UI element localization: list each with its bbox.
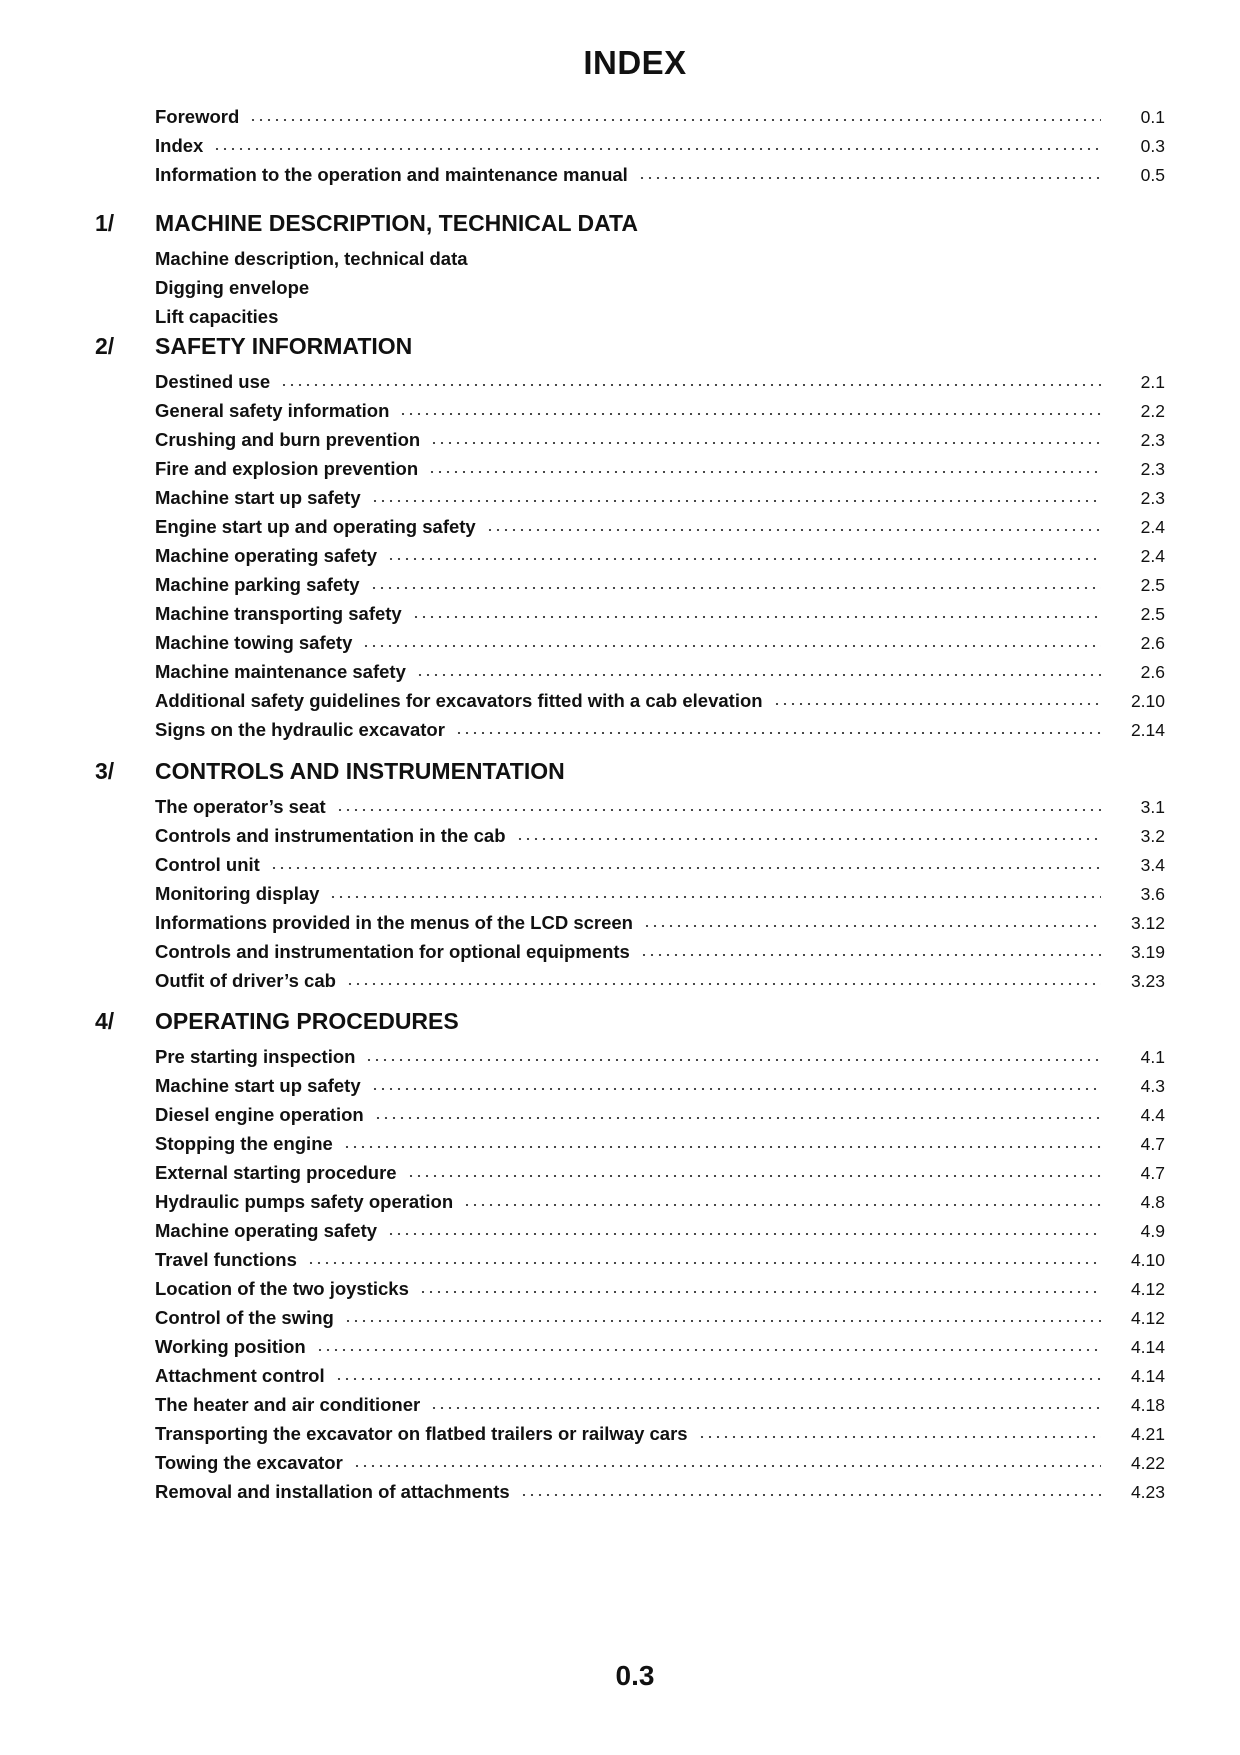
toc-entry-title: Travel functions: [155, 1249, 297, 1270]
toc-entry-title: Machine start up safety: [155, 1075, 361, 1096]
section-heading: [95, 210, 1165, 248]
dot-leader: [335, 1378, 1101, 1380]
toc-entry-page: 4.8: [1140, 1192, 1165, 1212]
toc-entry-title: Signs on the hydraulic excavator: [155, 719, 445, 740]
section-safety-information: [95, 333, 1165, 748]
section-title: MACHINE DESCRIPTION, TECHNICAL DATA: [155, 210, 638, 236]
toc-entry-title: The heater and air conditioner: [155, 1394, 421, 1415]
toc-entry-title: Outfit of driver’s cab: [155, 970, 336, 991]
dot-leader: [329, 896, 1101, 898]
dot-leader: [371, 500, 1101, 502]
toc-entry-page: 2.3: [1140, 488, 1165, 508]
dot-leader: [370, 587, 1101, 589]
toc-entry-title: Machine transporting safety: [155, 603, 402, 624]
section-entries: [95, 1046, 1165, 1510]
section-number: 2/: [95, 333, 115, 359]
toc-entry-page: 3.23: [1130, 971, 1165, 991]
toc-entry: [155, 429, 1165, 458]
toc-entry-page: 4.23: [1130, 1482, 1165, 1502]
section-heading: [95, 1008, 1165, 1046]
dot-leader: [640, 954, 1101, 956]
section-title: OPERATING PROCEDURES: [155, 1008, 459, 1034]
dot-leader: [336, 809, 1101, 811]
toc-entry-page: 0.5: [1140, 165, 1165, 185]
toc-entry: [155, 1394, 1165, 1423]
toc-entry-page: 4.14: [1130, 1337, 1165, 1357]
dot-leader: [307, 1262, 1101, 1264]
toc-entry-page: 3.4: [1140, 855, 1165, 875]
toc-entry-page: 2.1: [1140, 372, 1165, 392]
toc-entry-title: Crushing and burn prevention: [155, 429, 421, 450]
toc-entry-title: Controls and instrumentation for optional equipments: [155, 941, 630, 962]
section-number: 3/: [95, 758, 115, 784]
dot-leader: [430, 442, 1101, 444]
toc-entry: [155, 854, 1165, 883]
toc-entry-title: Monitoring display: [155, 883, 320, 904]
toc-entry: [155, 1278, 1165, 1307]
toc-entry-page: 2.3: [1140, 430, 1165, 450]
dot-leader: [416, 674, 1101, 676]
dot-leader: [399, 413, 1101, 415]
toc-entry-title: Location of the two joysticks: [155, 1278, 409, 1299]
toc-entry-title: Towing the excavator: [155, 1452, 343, 1473]
toc-entry-title: Index: [155, 135, 204, 156]
toc-entry-page: 4.4: [1140, 1105, 1165, 1125]
toc-entry-page: 4.12: [1130, 1308, 1165, 1328]
toc-entry-title: Foreword: [155, 106, 240, 127]
intro-entries: [155, 106, 1165, 193]
toc-entry: [155, 719, 1165, 748]
toc-entry-title: Informations provided in the menus of the LCD screen: [155, 912, 633, 933]
toc-entry-page: 3.2: [1140, 826, 1165, 846]
toc-entry: [155, 970, 1165, 999]
toc-entry-page: 2.4: [1140, 517, 1165, 537]
toc-entry-title: Information to the operation and maintenance manual: [155, 164, 628, 185]
toc-entry-page: 4.1: [1140, 1047, 1165, 1067]
dot-leader: [344, 1320, 1101, 1322]
toc-entry-page: 3.12: [1130, 913, 1165, 933]
toc-entry: [155, 796, 1165, 825]
section-entries: [95, 371, 1165, 748]
dot-leader: [773, 703, 1101, 705]
toc-entry-page: 4.3: [1140, 1076, 1165, 1096]
toc-entry-page: 0.3: [1140, 136, 1165, 156]
toc-entry-title: The operator’s seat: [155, 796, 326, 817]
toc-entry-page: 2.10: [1130, 691, 1165, 711]
toc-entry: [155, 135, 1165, 164]
toc-entry-title: Fire and explosion prevention: [155, 458, 419, 479]
dot-leader: [412, 616, 1101, 618]
toc-entry-title: Machine operating safety: [155, 545, 378, 566]
section-heading: [95, 758, 1165, 796]
toc-entry-page: 2.5: [1140, 604, 1165, 624]
dot-leader: [455, 732, 1101, 734]
page-title: INDEX: [583, 44, 687, 81]
dot-leader: [374, 1117, 1101, 1119]
toc-entry-title: Pre starting inspection: [155, 1046, 356, 1067]
dot-leader: [346, 983, 1101, 985]
toc-entry: [155, 1423, 1165, 1452]
section-controls-and-instrumentation: [95, 758, 1165, 999]
toc-entry-title: Additional safety guidelines for excavators fitted with a cab elevation: [155, 690, 763, 711]
toc-entry: [155, 574, 1165, 603]
dot-leader: [486, 529, 1101, 531]
toc-entry-page: 4.21: [1130, 1424, 1165, 1444]
toc-entry: Machine description, technical data: [155, 248, 468, 269]
dot-leader: [463, 1204, 1101, 1206]
section-entries: [95, 796, 1165, 999]
dot-leader: [362, 645, 1101, 647]
toc-entry-page: 2.3: [1140, 459, 1165, 479]
dot-leader: [643, 925, 1101, 927]
toc-entry: [155, 1191, 1165, 1220]
toc-entry: [155, 1133, 1165, 1162]
section-number: 1/: [95, 210, 115, 236]
toc-entry-page: 4.22: [1130, 1453, 1165, 1473]
toc-entry: [155, 371, 1165, 400]
toc-entry-page: 4.10: [1130, 1250, 1165, 1270]
toc-entry-page: 2.4: [1140, 546, 1165, 566]
toc-entry-title: Machine towing safety: [155, 632, 353, 653]
toc-entry-title: External starting procedure: [155, 1162, 397, 1183]
section-number: 4/: [95, 1008, 115, 1034]
toc-entry-title: Machine maintenance safety: [155, 661, 406, 682]
dot-leader: [371, 1088, 1101, 1090]
toc-entry: [155, 912, 1165, 941]
toc-entry: [155, 661, 1165, 690]
toc-entry-title: Control unit: [155, 854, 260, 875]
toc-entry-page: 3.1: [1140, 797, 1165, 817]
dot-leader: [428, 471, 1101, 473]
toc-entry: [155, 1046, 1165, 1075]
toc-entry: [155, 1075, 1165, 1104]
toc-entry-page: 2.2: [1140, 401, 1165, 421]
dot-leader: [698, 1436, 1101, 1438]
toc-entry: [155, 825, 1165, 854]
section-entries: [95, 248, 1165, 335]
section-heading: [95, 333, 1165, 371]
toc-entry-title: Machine start up safety: [155, 487, 361, 508]
toc-entry-title: Control of the swing: [155, 1307, 334, 1328]
toc-entry-page: 4.14: [1130, 1366, 1165, 1386]
toc-entry: [155, 516, 1165, 545]
toc-entry: [155, 1307, 1165, 1336]
toc-entry-title: Destined use: [155, 371, 271, 392]
dot-leader: [353, 1465, 1101, 1467]
toc-entry-page: 3.6: [1140, 884, 1165, 904]
dot-leader: [270, 867, 1101, 869]
dot-leader: [419, 1291, 1101, 1293]
toc-entry-page: 2.6: [1140, 633, 1165, 653]
toc-entry: [155, 1162, 1165, 1191]
toc-entry-title: Hydraulic pumps safety operation: [155, 1191, 454, 1212]
dot-leader: [280, 384, 1101, 386]
toc-entry: [155, 164, 1165, 193]
dot-leader: [213, 148, 1101, 150]
dot-leader: [516, 838, 1102, 840]
toc-entry: [155, 632, 1165, 661]
toc-entry-title: Machine parking safety: [155, 574, 360, 595]
toc-entry-page: 3.19: [1130, 942, 1165, 962]
toc-entry-title: Controls and instrumentation in the cab: [155, 825, 506, 846]
dot-leader: [520, 1494, 1101, 1496]
toc-entry: [155, 545, 1165, 574]
toc-entry-title: General safety information: [155, 400, 390, 421]
dot-leader: [407, 1175, 1101, 1177]
toc-entry-title: Attachment control: [155, 1365, 325, 1386]
dot-leader: [343, 1146, 1101, 1148]
toc-entry-title: Stopping the engine: [155, 1133, 333, 1154]
section-machine-description: [95, 210, 1165, 335]
dot-leader: [387, 558, 1101, 560]
toc-entry: [155, 458, 1165, 487]
section-title: CONTROLS AND INSTRUMENTATION: [155, 758, 565, 784]
toc-entry: [155, 1249, 1165, 1278]
toc-entry: [155, 941, 1165, 970]
toc-entry-title: Diesel engine operation: [155, 1104, 364, 1125]
dot-leader: [638, 177, 1101, 179]
toc-entry-title: Removal and installation of attachments: [155, 1481, 510, 1502]
dot-leader: [387, 1233, 1101, 1235]
toc-entry-page: 2.6: [1140, 662, 1165, 682]
toc-entry: [155, 690, 1165, 719]
dot-leader: [365, 1059, 1101, 1061]
toc-entry: [155, 1104, 1165, 1133]
dot-leader: [316, 1349, 1101, 1351]
toc-entry-title: Machine operating safety: [155, 1220, 378, 1241]
toc-entry: [155, 1481, 1165, 1510]
toc-entry: [155, 487, 1165, 516]
toc-entry-page: 4.7: [1140, 1134, 1165, 1154]
toc-entry: [155, 106, 1165, 135]
toc-entry-page: 4.12: [1130, 1279, 1165, 1299]
toc-entry-title: Working position: [155, 1336, 306, 1357]
toc-entry: Digging envelope: [155, 277, 310, 298]
dot-leader: [430, 1407, 1101, 1409]
toc-entry-title: Transporting the excavator on flatbed trailers or railway cars: [155, 1423, 688, 1444]
toc-entry: Lift capacities: [155, 306, 279, 327]
toc-entry: [155, 1336, 1165, 1365]
toc-entry-page: 2.14: [1130, 720, 1165, 740]
toc-entry: [155, 400, 1165, 429]
toc-entry-page: 2.5: [1140, 575, 1165, 595]
toc-entry-page: 4.7: [1140, 1163, 1165, 1183]
toc-entry: [155, 1452, 1165, 1481]
page-number: 0.3: [615, 1660, 655, 1691]
toc-entry: [155, 883, 1165, 912]
toc-entry: [155, 603, 1165, 632]
dot-leader: [249, 119, 1101, 121]
toc-entry-page: 4.18: [1130, 1395, 1165, 1415]
toc-entry: [155, 1365, 1165, 1394]
toc-entry-page: 0.1: [1140, 107, 1165, 127]
section-title: SAFETY INFORMATION: [155, 333, 413, 359]
toc-entry-page: 4.9: [1140, 1221, 1165, 1241]
section-operating-procedures: [95, 1008, 1165, 1510]
toc-entry-title: Engine start up and operating safety: [155, 516, 476, 537]
toc-entry: [155, 1220, 1165, 1249]
